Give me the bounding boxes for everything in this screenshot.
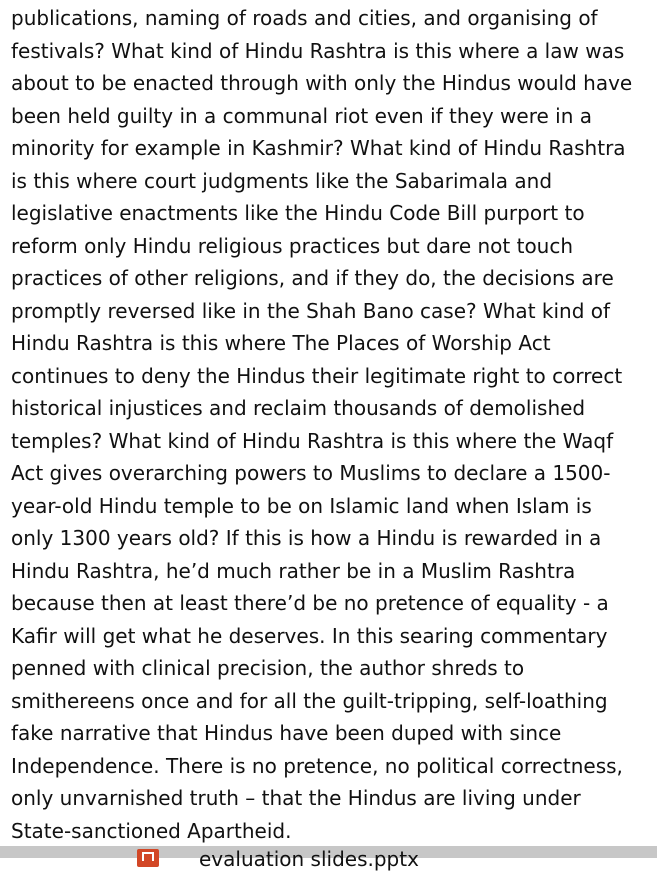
text-line-9: practices of other religions, and if they do, the decisions are	[11, 266, 614, 290]
text-line-18: Hindu Rashtra, he’d much rather be in a Muslim Rashtra	[11, 558, 576, 583]
text-line-24: Independence. There is no pretence, no political correctness,	[11, 753, 623, 778]
text-line-12: continues to deny the Hindus their legitimate right to correct	[11, 363, 623, 388]
text-line-2: festivals? What kind of Hindu Rashtra is this where a law was	[11, 38, 625, 63]
text-line-17: only 1300 years old? If this is how a Hindu is rewarded in a	[11, 526, 602, 550]
text-line-13: historical injustices and reclaim thousands of demolished	[11, 396, 586, 420]
text-line-14: temples? What kind of Hindu Rashtra is this where the Waqf	[11, 428, 614, 453]
text-line-19: because then at least there’d be no pretence of equality - a	[11, 591, 609, 615]
text-line-10: promptly reversed like in the Shah Bano case? What kind of	[11, 298, 611, 323]
text-line-25: only unvarnished truth – that the Hindus are living under	[11, 786, 581, 810]
powerpoint-icon-glyph	[142, 852, 154, 861]
book-description-text	[11, 2, 651, 847]
text-line-4: been held guilty in a communal riot even if they were in a	[11, 103, 592, 128]
taskbar-file-label[interactable]: evaluation slides.pptx	[199, 847, 419, 871]
text-line-16: year-old Hindu temple to be on Islamic land when Islam is	[11, 493, 592, 518]
text-line-26: State-sanctioned Apartheid.	[11, 818, 292, 843]
text-line-3: about to be enacted through with only the Hindus would have	[11, 71, 633, 95]
text-line-22: smithereens once and for all the guilt-tripping, self-loathing	[11, 688, 608, 713]
text-line-1: publications, naming of roads and cities, and organising of	[11, 6, 598, 30]
text-line-23: fake narrative that Hindus have been duped with since	[11, 721, 562, 745]
powerpoint-icon[interactable]	[137, 849, 159, 867]
text-line-20: Kafir will get what he deserves. In this searing commentary	[11, 623, 608, 648]
text-line-7: legislative enactments like the Hindu Code Bill purport to	[11, 201, 585, 225]
text-line-6: is this where court judgments like the Sabarimala and	[11, 168, 553, 193]
text-line-11: Hindu Rashtra is this where The Places of Worship Act	[11, 331, 551, 355]
taskbar	[0, 846, 657, 871]
text-line-8: reform only Hindu religious practices but dare not touch	[11, 233, 574, 258]
text-line-15: Act gives overarching powers to Muslims to declare a 1500-	[11, 461, 611, 485]
text-line-21: penned with clinical precision, the author shreds to	[11, 656, 525, 680]
text-line-5: minority for example in Kashmir? What kind of Hindu Rashtra	[11, 136, 626, 160]
